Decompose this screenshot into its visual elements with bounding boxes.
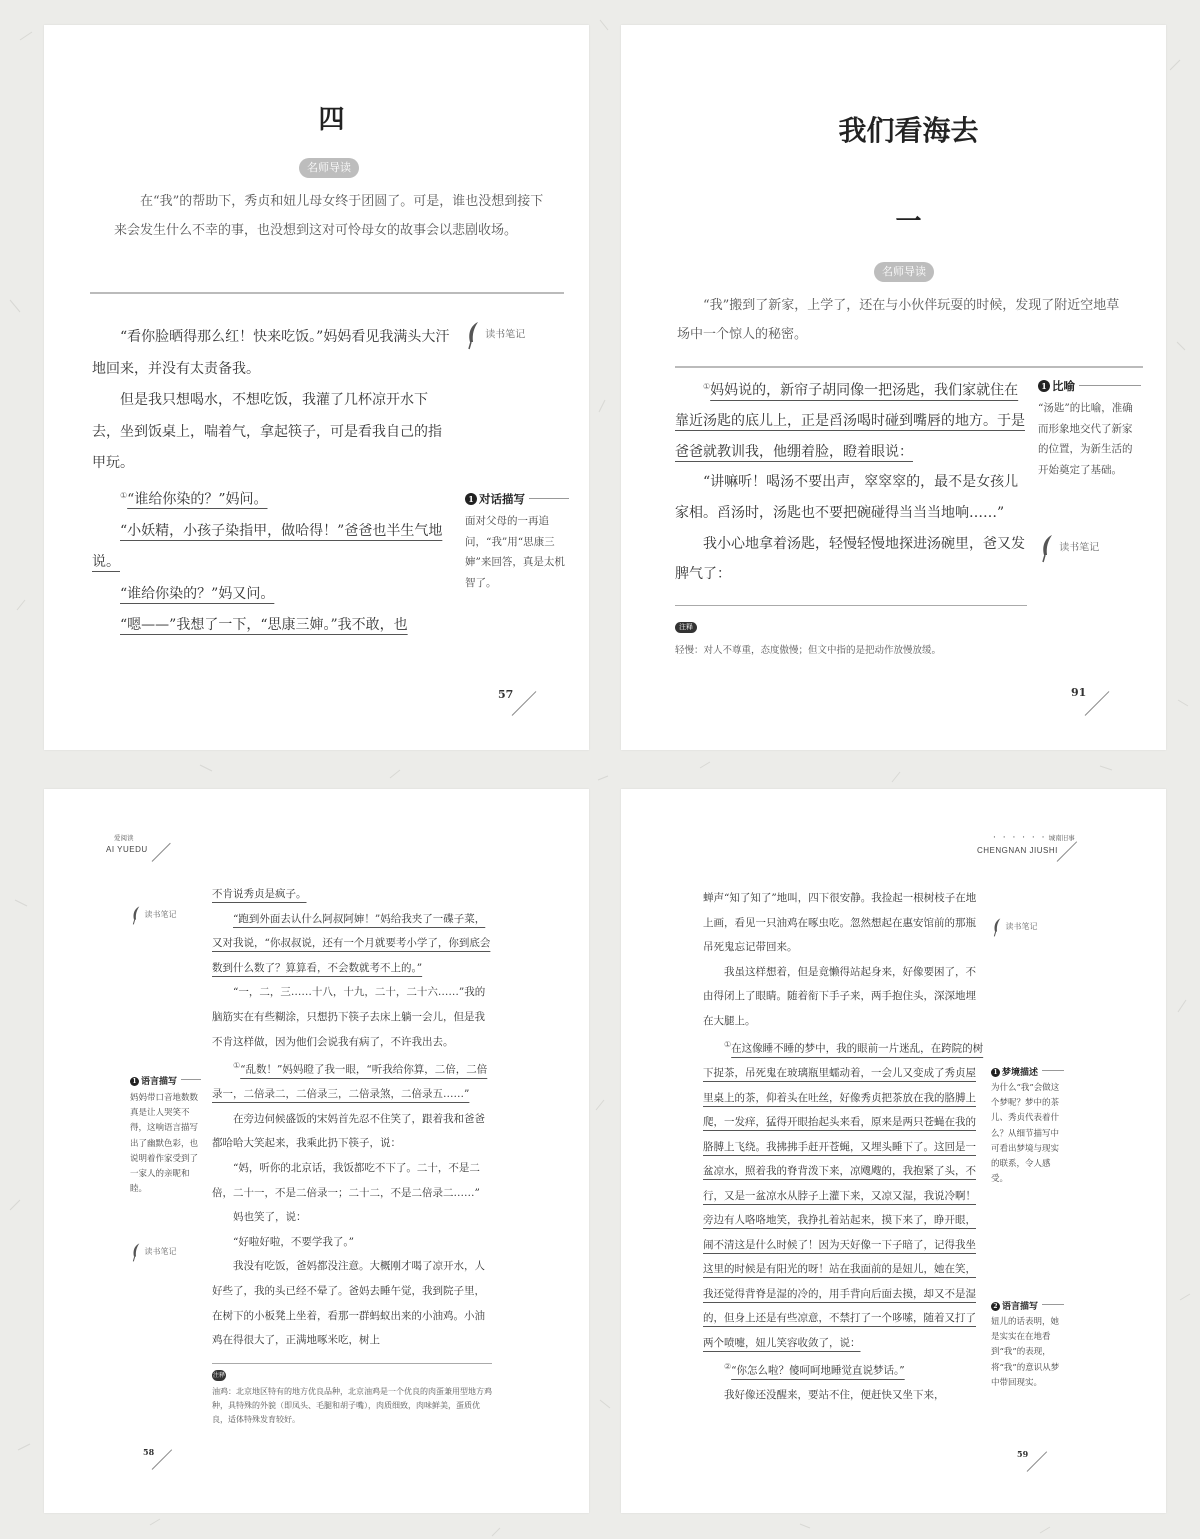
quill-pen-icon — [130, 1241, 142, 1263]
paragraph: 我虽这样想着，但是竟懒得站起身来，好像要困了，不由得闭上了眼睛。随着衔下手子来，两手抱住头，深深地埋在大腿上。 — [703, 965, 976, 1027]
reading-notes-text: 读书笔记 — [485, 329, 526, 341]
story-text — [212, 882, 495, 1353]
intro-text: “我”搬到了新家，上学了，还在与小伙伴玩耍的时候，发现了附近空地草场中一个惊人的秘密。 — [677, 298, 1120, 342]
paragraph-dialogue — [92, 610, 454, 642]
story-text — [703, 886, 985, 1408]
note-title-text: 比喻 — [1052, 379, 1075, 393]
side-note-title — [991, 1065, 1064, 1078]
page-number: 57 — [498, 688, 514, 701]
page-58 — [44, 789, 589, 1513]
paragraph: “妈，听你的北京话，我饭都吃不下了。二十，不是二倍，二十一，不是二倍录一；二十二，不是二倍录二……” — [212, 1162, 480, 1199]
guide-badge: 名师导读 — [874, 262, 934, 282]
footnote-label — [212, 1369, 226, 1381]
divider — [90, 292, 564, 294]
underlined-text: “小妖精，小孩子染指甲，做哈得！”爸爸也半生气地说。 — [92, 522, 443, 571]
note-number: 1 — [465, 493, 477, 505]
paragraph: “好啦好啦，不要学我了。” — [233, 1235, 354, 1248]
paragraph-dialogue — [92, 480, 454, 516]
divider — [181, 1079, 201, 1080]
side-note-title — [991, 1299, 1064, 1312]
paragraph — [212, 1054, 495, 1107]
note-number: 1 — [130, 1077, 139, 1086]
side-note-text: 妞儿的话表明，她是实实在在地看到“我”的表现，将“我”的意识从梦中带回现实。 — [991, 1317, 1060, 1388]
paragraph: 但是我只想喝水，不想吃饭，我灌了几杯凉开水下去，坐到饭桌上，喘着气，拿起筷子，可是看我自己的指甲玩。 — [92, 392, 442, 471]
underlined-text: 不肯说秀贞是疯子。 — [212, 888, 307, 900]
header-slash — [1057, 841, 1078, 862]
page-number: 91 — [1071, 686, 1087, 699]
footnote-badge: 注释 — [212, 1372, 225, 1379]
header-slash — [152, 843, 171, 862]
side-note-text: “汤匙”的比喻，准确而形象地交代了新家的位置，为新生活的开始奠定了基础。 — [1038, 402, 1133, 476]
side-note-title — [1038, 378, 1141, 394]
reading-notes-text: 读书笔记 — [1005, 922, 1038, 931]
quill-pen-icon — [991, 916, 1003, 938]
chapter-number: 一 — [895, 207, 922, 237]
paragraph: “一，二，三……十八，十九，二十，二十六……”我的脑筋实在有些糊涂，只想扔下筷子去床上躺一会儿，但是我不肯这样做，因为他们会说我有病了，不许我出去。 — [212, 986, 486, 1048]
paragraph — [703, 886, 985, 960]
running-header-en: CHENGNAN JIUSHI — [977, 846, 1058, 855]
page-number: 59 — [1017, 1449, 1029, 1459]
side-note-text: 妈妈带口音地数数真是让人哭笑不得，这响语言描写出了幽默色彩，也说明着作家受到了一家人的亲昵和睦。 — [130, 1093, 199, 1195]
divider — [1079, 385, 1141, 386]
reading-notes-label — [991, 916, 1038, 938]
divider — [529, 498, 569, 499]
side-note-text: 为什么“我”会做这个梦呢？梦中的茶儿、秀贞代表着什么？从细节描写中可看出梦境与现实的联系，令人感受。 — [991, 1083, 1060, 1185]
note-number: 1 — [1038, 380, 1050, 392]
footnote-text: 油鸡：北京地区特有的地方优良品种，北京油鸡是一个优良的肉蛋兼用型地方鸡种，具特殊的外貌（即凤头、毛腿和胡子嘴），肉质细致，肉味鲜美，蛋质优良，适体特殊发育较好。 — [212, 1387, 492, 1424]
divider — [1042, 1304, 1064, 1305]
underlined-text: “嗯——”我想了一下，“思康三婶。”我不敢，也 — [120, 617, 408, 634]
note-title-text: 梦境描述 — [1002, 1068, 1039, 1078]
reading-notes-text: 读书笔记 — [144, 910, 177, 919]
running-header-cn — [993, 833, 1075, 843]
paragraph: 妈也笑了，说： — [233, 1211, 307, 1224]
running-header-cn: 爱阅读 — [114, 834, 134, 842]
intro-text: 在“我”的帮助下，秀贞和妞儿母女终于团圆了。可是，谁也没想到接下来会发生什么不幸的事，也没想到这对可怜母女的故事会以悲剧收场。 — [114, 194, 544, 238]
chapter-intro — [114, 187, 549, 245]
footnote-text: 轻慢：对人不尊重，态度傲慢；但文中指的是把动作放慢放缓。 — [675, 645, 942, 656]
page-59 — [621, 789, 1166, 1513]
paragraph-text: 蝉声“知了知了”地叫，四下很安静。我捡起一根树枝子在地上画，看见一只油鸡在啄虫吃。忽然想起在惠安馆前的那瓶吊死鬼忘记带回来。 — [703, 892, 977, 953]
note-number: 2 — [991, 1302, 1000, 1311]
running-header-en: AI YUEDU — [106, 845, 148, 854]
story-text — [675, 372, 1027, 590]
divider — [1042, 1070, 1064, 1071]
reading-notes-label — [464, 320, 525, 350]
underlined-text: “谁给你染的？”妈又问。 — [120, 585, 275, 602]
underlined-text: “谁给你染的？”妈问。 — [127, 491, 268, 508]
page-number: 58 — [143, 1447, 155, 1457]
guide-badge: 名师导读 — [299, 158, 359, 178]
side-note-title — [465, 491, 569, 507]
quill-pen-icon — [464, 320, 482, 350]
paragraph: 我好像还没醒来，要站不住，便赶快又坐下来， — [724, 1389, 945, 1401]
quill-pen-icon — [1038, 533, 1056, 563]
chapter-number: 四 — [318, 105, 345, 135]
reading-notes-label — [1038, 533, 1099, 563]
story-text — [92, 322, 454, 642]
annotation-marker: ① — [233, 1061, 241, 1071]
underlined-text: 妈妈说的，新帘子胡同像一把汤匙，我们家就住在靠近汤匙的底儿上，正是舀汤喝时碰到嘴唇的地方。于是爸爸就教训我，他绷着脸，瞪着眼说： — [675, 382, 1025, 460]
page-number-slash — [1085, 691, 1110, 716]
annotation-marker: ① — [120, 490, 128, 500]
underlined-text: “乱数！”妈妈瞪了我一眼，“听我给你算，二倍，二倍录一，二倍录二，二倍录三，二倍录煞，二倍录五……” — [212, 1063, 488, 1101]
note-title-text: 语言描写 — [1002, 1302, 1039, 1312]
note-title-text: 对话描写 — [479, 492, 525, 506]
quill-pen-icon — [130, 904, 142, 926]
annotation-marker: ① — [724, 1040, 732, 1049]
paragraph: 我小心地拿着汤匙，轻慢轻慢地探进汤碗里，爸又发脾气了： — [675, 535, 1025, 583]
paragraph — [212, 882, 495, 907]
page-number-slash — [512, 691, 537, 716]
chapter-intro — [677, 291, 1125, 349]
reading-notes-label — [130, 904, 177, 926]
note-number: 1 — [991, 1068, 1000, 1077]
paragraph: 我没有吃饭，爸妈都没注意。大概刚才喝了凉开水，人好些了，我的头已经不晕了。爸妈去睡午觉，我到院子里，在树下的小板凳上坐着，看那一群蚂蚁出来的小油鸡。小油鸡在得很大了，正满地啄米吃，树上 — [212, 1260, 485, 1347]
header-title: 城南旧事 — [1048, 834, 1075, 842]
divider — [675, 366, 1143, 368]
header-dots: · · · · · · — [993, 833, 1047, 843]
footnote-divider — [675, 605, 1027, 606]
paragraph-dialogue — [92, 579, 454, 611]
page-91 — [621, 25, 1166, 750]
note-title-text: 语言描写 — [141, 1077, 178, 1087]
underlined-text: “你怎么啦？傻呵呵地睡觉直说梦话。” — [731, 1364, 905, 1377]
footnote-label — [675, 621, 697, 633]
reading-notes-label — [130, 1241, 177, 1263]
footnote-badge: 注释 — [675, 622, 697, 633]
paragraph: “看你脸晒得那么红！快来吃饭。”妈妈看见我满头大汗地回来，并没有太责备我。 — [92, 329, 450, 377]
paragraph: “讲嘛听！喝汤不要出声，窣窣窣的，最不是女孩儿家相。舀汤时，汤匙也不要把碗碰得当当当地响……” — [675, 474, 1019, 522]
annotation-marker: ② — [724, 1362, 732, 1371]
side-note-text: 面对父母的一再追问，“我”用“思康三婶”来回答，真是太机智了。 — [465, 515, 565, 589]
paragraph-dialogue — [92, 516, 454, 579]
page-number-slash — [152, 1449, 173, 1470]
underlined-text: “跑到外面去认什么阿叔阿婶！”妈给我夹了一碟子菜，又对我说，“你叔叔说，还有一个月就要考小学了，你到底会数到什么数了？算算看，不会数就考不上的。” — [212, 912, 491, 974]
paragraph — [703, 1355, 985, 1383]
paragraph — [212, 907, 495, 981]
paragraph: 在旁边伺候盛饭的宋妈首先忍不住笑了，跟着我和爸爸都哈哈大笑起来，我乘此扔下筷子，说： — [212, 1112, 485, 1150]
story-title: 我们看海去 — [838, 114, 979, 147]
paragraph — [703, 1033, 985, 1355]
annotation-marker: ① — [703, 382, 711, 391]
reading-notes-text: 读书笔记 — [1059, 542, 1100, 554]
page-number-slash — [1027, 1451, 1048, 1472]
footnote-divider — [212, 1363, 492, 1364]
paragraph — [675, 372, 1027, 467]
reading-notes-text: 读书笔记 — [144, 1247, 177, 1256]
underlined-text: 在这像睡不睡的梦中，我的眼前一片迷乱，在跨院的树下捉茶，吊死鬼在玻璃瓶里蠕动着，一会儿又变成了秀贞屋里桌上的茶，仰着头在吐丝，好像秀贞把茶放在我的胳膊上爬，一发痒，猛得开眼抬起头来看，原来是两只苍蝇在我的胳膊上飞绕。我拂拂手赶开苍蝇，又埋头睡下了。这回是一盆凉水，照着我的脊背泼下来，凉飕飕的，我抱紧了头，不行，又是一盆凉水从脖子上灌下来，又凉又湿，我说冷啊！旁边有人咯咯地笑，我挣扎着站起来，摸下来了，睁开眼，闹不清这是什么时候了！因为天好像一下子暗了，记得我坐这里的时候是有阳光的呀！站在我面前的是妞儿，她在笑，我还觉得背脊是湿的冷的，用手背向后面去摸，却又不是湿的，但身上还是有些凉意，不禁打了一个哆嗦，随着又打了两个喷嚏，妞儿笑容收敛了，说： — [703, 1042, 984, 1349]
page-57 — [44, 25, 589, 750]
side-note-title — [130, 1074, 201, 1087]
